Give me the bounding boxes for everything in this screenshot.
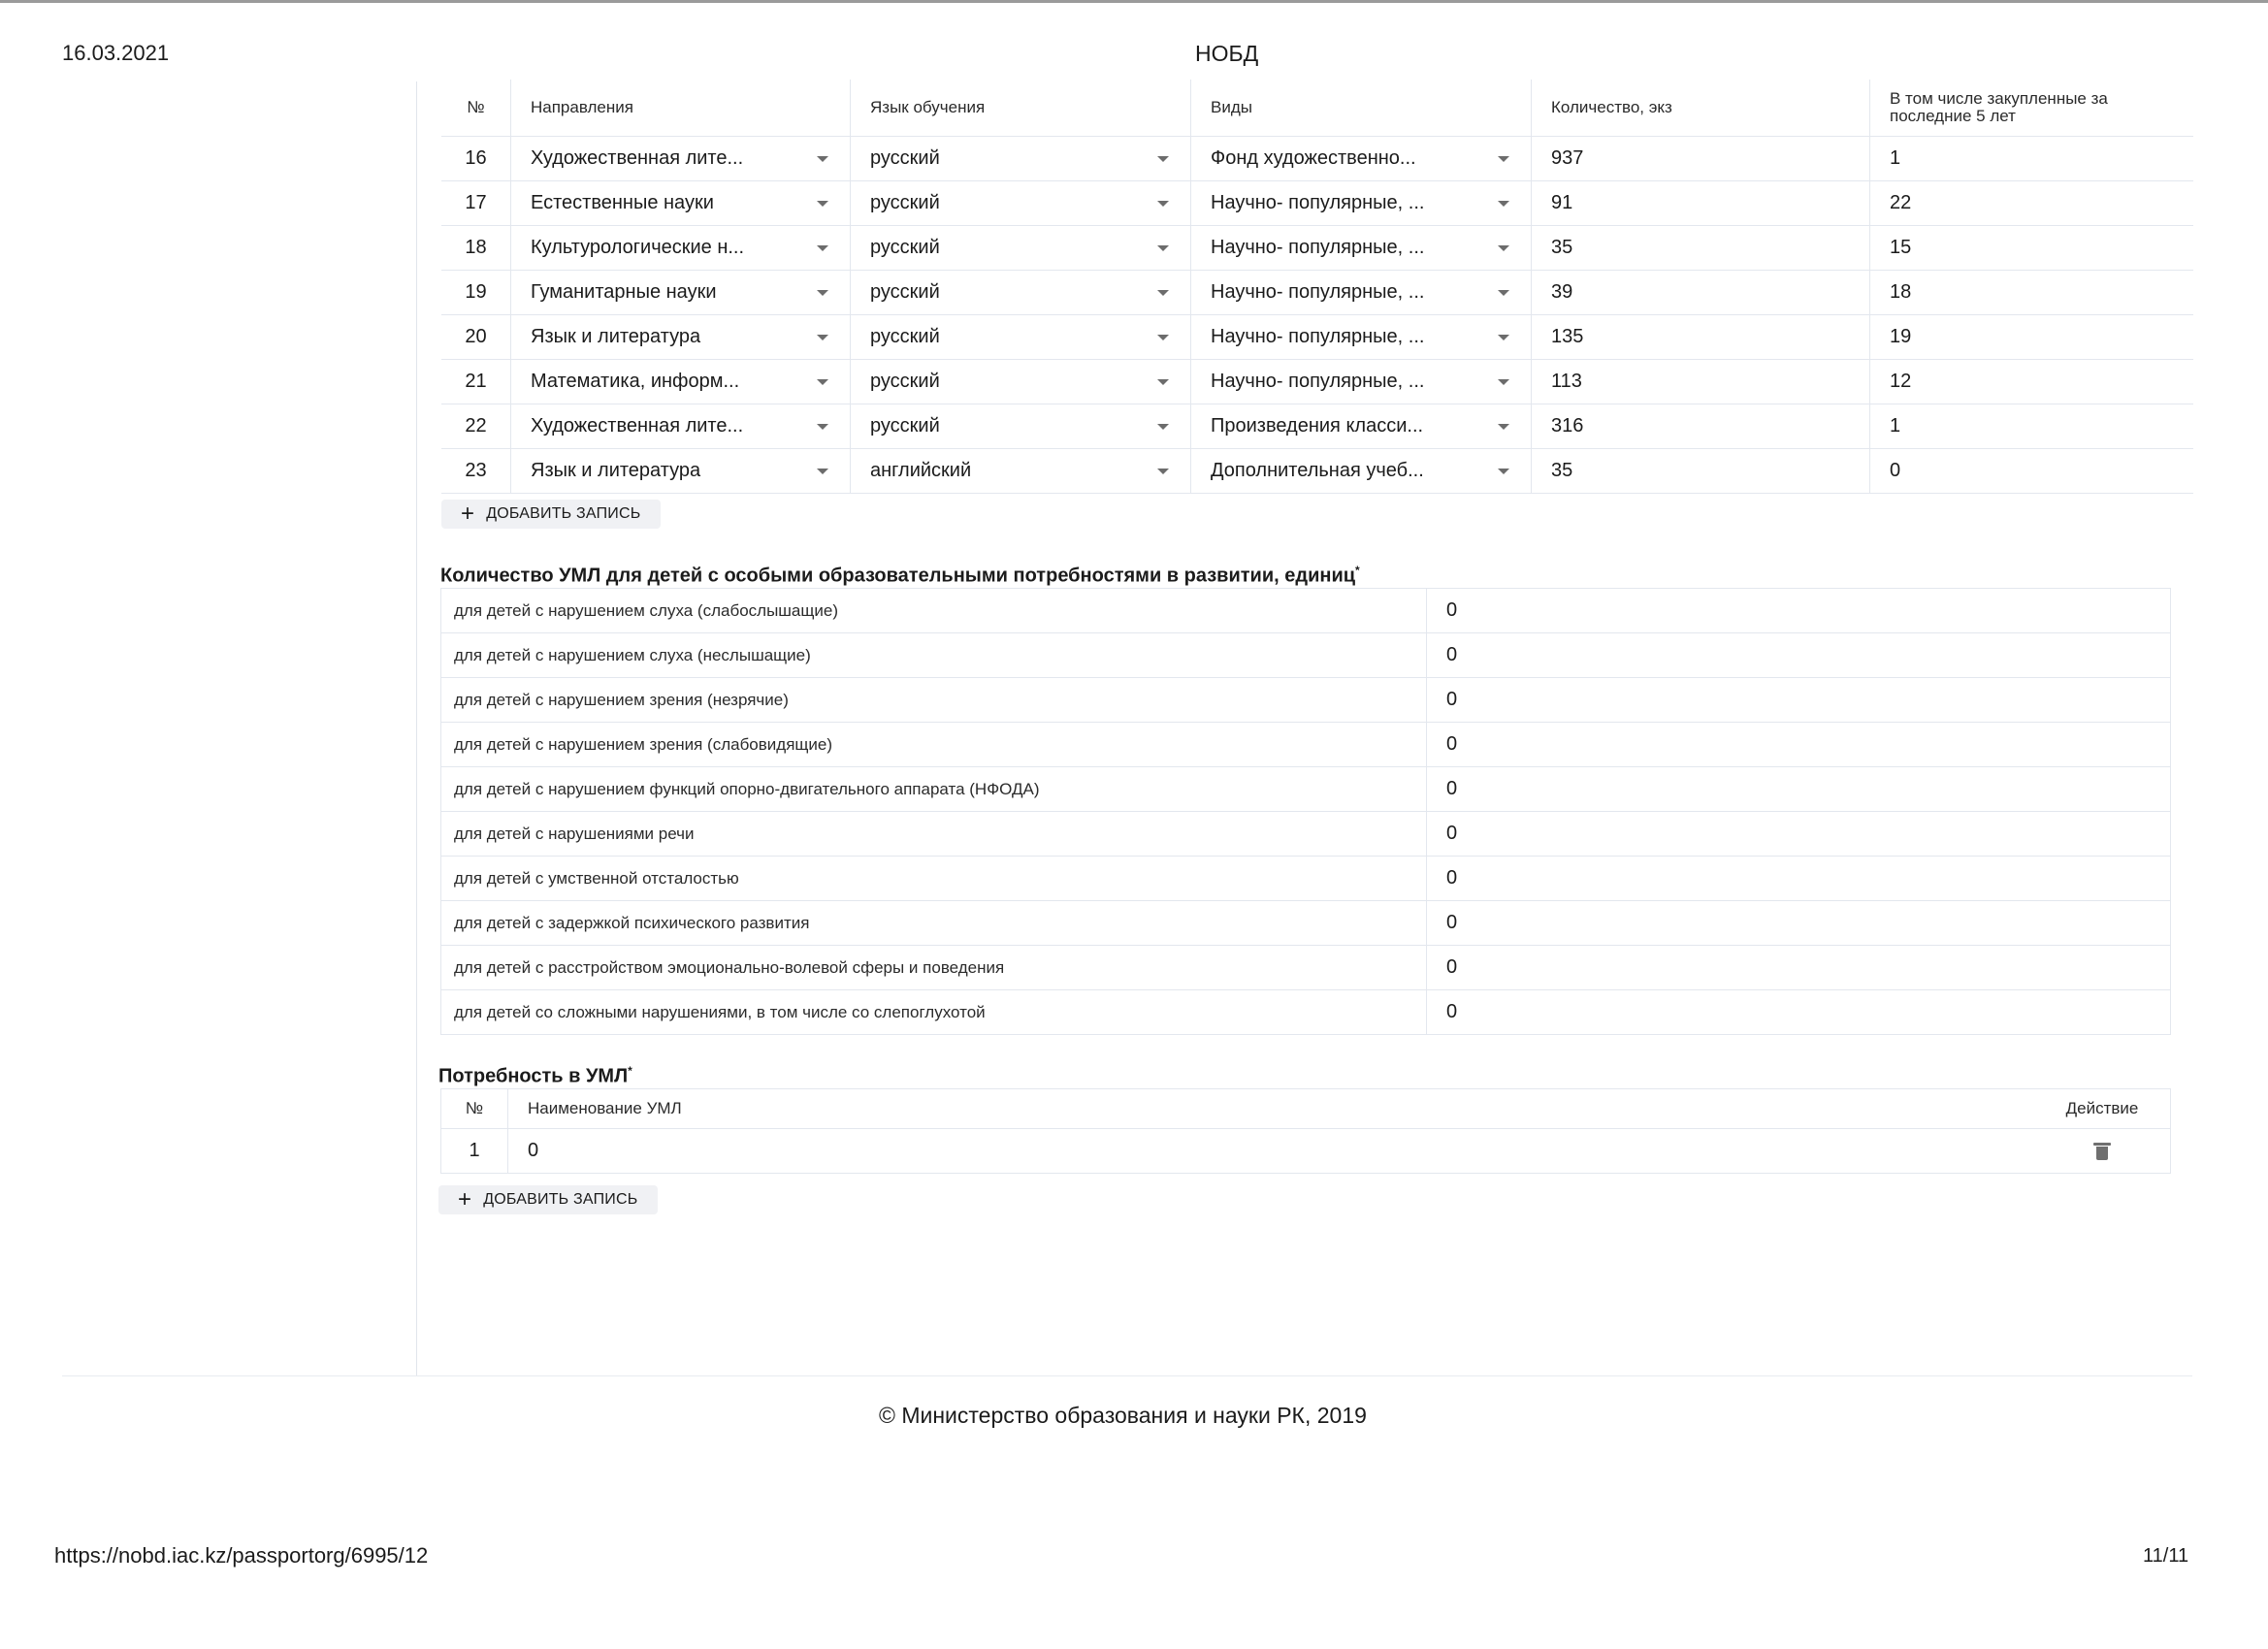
special-need-count-field[interactable]: 0 bbox=[1446, 956, 1458, 978]
quantity-cell-value: 91 bbox=[1551, 192, 1573, 213]
chevron-down-icon[interactable] bbox=[1498, 424, 1509, 430]
type-select-value: Научно- популярные, ... bbox=[1211, 281, 1425, 303]
purchased-cell bbox=[1869, 271, 2193, 314]
type-select-value: Научно- популярные, ... bbox=[1211, 237, 1425, 258]
print-date: 16.03.2021 bbox=[62, 41, 170, 65]
chevron-down-icon[interactable] bbox=[1157, 245, 1169, 251]
special-need-count-field[interactable]: 0 bbox=[1446, 733, 1458, 755]
chevron-down-icon[interactable] bbox=[1157, 290, 1169, 296]
purchased-cell bbox=[1869, 404, 2193, 448]
page-number: 11/11 bbox=[2143, 1545, 2189, 1567]
type-select[interactable] bbox=[1190, 271, 1531, 314]
special-needs-section-title bbox=[440, 564, 1360, 588]
trash-can bbox=[2096, 1147, 2108, 1160]
purchased-cell-value: 0 bbox=[1890, 460, 1901, 481]
special-need-count-field[interactable]: 0 bbox=[1446, 644, 1458, 665]
special-need-count-field[interactable]: 0 bbox=[1446, 867, 1458, 889]
direction-select-value: Математика, информ... bbox=[531, 371, 740, 392]
direction-select[interactable] bbox=[510, 271, 850, 314]
row-number bbox=[441, 315, 510, 359]
purchased-cell bbox=[1869, 449, 2193, 493]
type-select[interactable] bbox=[1190, 360, 1531, 404]
table-row bbox=[441, 137, 2193, 181]
language-select[interactable] bbox=[850, 360, 1190, 404]
list-item bbox=[441, 946, 2170, 990]
list-item bbox=[441, 857, 2170, 901]
language-select[interactable] bbox=[850, 181, 1190, 225]
need-table bbox=[440, 1088, 2171, 1174]
direction-select[interactable] bbox=[510, 181, 850, 225]
list-item bbox=[441, 633, 2170, 678]
row-number-value: 22 bbox=[465, 415, 487, 436]
special-need-count-field[interactable]: 0 bbox=[1446, 778, 1458, 799]
language-select-value: русский bbox=[870, 281, 940, 303]
quantity-cell bbox=[1531, 360, 1869, 404]
direction-select-value: Гуманитарные науки bbox=[531, 281, 717, 303]
row-number-value: 23 bbox=[465, 460, 487, 481]
chevron-down-icon[interactable] bbox=[1157, 424, 1169, 430]
special-need-count-field[interactable]: 0 bbox=[1446, 1001, 1458, 1022]
chevron-down-icon[interactable] bbox=[817, 335, 828, 340]
chevron-down-icon[interactable] bbox=[1157, 156, 1169, 162]
type-select[interactable] bbox=[1190, 315, 1531, 359]
language-select[interactable] bbox=[850, 449, 1190, 493]
quantity-cell bbox=[1531, 449, 1869, 493]
type-select-value: Научно- популярные, ... bbox=[1211, 326, 1425, 347]
table-header-row bbox=[441, 80, 2193, 137]
special-needs-title-text: Количество УМЛ для детей с особыми образовательными потребностями в развитии, единиц bbox=[440, 565, 1356, 587]
add-need-record-button[interactable] bbox=[438, 1185, 658, 1214]
type-select[interactable] bbox=[1190, 226, 1531, 270]
table-row bbox=[441, 404, 2193, 449]
plus-icon: + bbox=[458, 1186, 472, 1212]
chevron-down-icon[interactable] bbox=[1157, 379, 1169, 385]
language-select-value: русский bbox=[870, 237, 940, 258]
direction-select[interactable] bbox=[510, 226, 850, 270]
purchased-cell bbox=[1869, 181, 2193, 225]
chevron-down-icon[interactable] bbox=[817, 424, 828, 430]
add-record-label: ДОБАВИТЬ ЗАПИСЬ bbox=[483, 1191, 638, 1208]
special-need-count-field[interactable]: 0 bbox=[1446, 823, 1458, 844]
quantity-cell-value: 113 bbox=[1551, 371, 1582, 392]
plus-icon: + bbox=[461, 501, 475, 527]
quantity-cell-value: 937 bbox=[1551, 147, 1584, 169]
direction-select[interactable] bbox=[510, 360, 850, 404]
purchased-cell bbox=[1869, 360, 2193, 404]
chevron-down-icon[interactable] bbox=[817, 379, 828, 385]
need-action-cell bbox=[2034, 1129, 2170, 1173]
quantity-cell-value: 35 bbox=[1551, 460, 1573, 481]
direction-select[interactable] bbox=[510, 404, 850, 448]
add-record-label: ДОБАВИТЬ ЗАПИСЬ bbox=[486, 505, 641, 522]
copyright: © Министерство образования и науки РК, 2019 bbox=[879, 1403, 1367, 1428]
direction-select-value: Культурологические н... bbox=[531, 237, 745, 258]
chevron-down-icon[interactable] bbox=[1498, 201, 1509, 207]
list-item bbox=[441, 901, 2170, 946]
need-section-title bbox=[438, 1064, 632, 1088]
purchased-cell bbox=[1869, 315, 2193, 359]
need-row-number: 1 bbox=[441, 1129, 508, 1173]
language-select-value: русский bbox=[870, 326, 940, 347]
purchased-cell-value: 18 bbox=[1890, 281, 1912, 303]
chevron-down-icon[interactable] bbox=[1157, 201, 1169, 207]
chevron-down-icon[interactable] bbox=[1498, 379, 1509, 385]
special-need-label: для детей с нарушением зрения (слабовидящие) bbox=[441, 723, 1427, 766]
language-select-value: русский bbox=[870, 147, 940, 169]
print-url: https://nobd.iac.kz/passportorg/6995/12 bbox=[54, 1543, 429, 1568]
row-number-value: 18 bbox=[465, 237, 487, 258]
list-item bbox=[441, 678, 2170, 723]
print-title: НОБД bbox=[1195, 41, 1259, 66]
add-record-button[interactable] bbox=[441, 500, 661, 529]
purchased-cell bbox=[1869, 137, 2193, 180]
quantity-cell bbox=[1531, 226, 1869, 270]
direction-select-value: Язык и литература bbox=[531, 326, 701, 347]
special-need-label: для детей с нарушением функций опорно-двигательного аппарата (НФОДА) bbox=[441, 767, 1427, 811]
purchased-cell-value: 15 bbox=[1890, 237, 1912, 258]
list-item bbox=[441, 990, 2170, 1035]
required-mark: * bbox=[1355, 564, 1360, 577]
language-select[interactable] bbox=[850, 404, 1190, 448]
sidebar-divider bbox=[416, 81, 417, 1375]
table-row bbox=[441, 181, 2193, 226]
need-header-row bbox=[441, 1089, 2170, 1129]
type-select-value: Научно- популярные, ... bbox=[1211, 192, 1425, 213]
quantity-cell bbox=[1531, 181, 1869, 225]
need-col-number: № bbox=[441, 1089, 508, 1128]
type-select[interactable] bbox=[1190, 181, 1531, 225]
quantity-cell-value: 316 bbox=[1551, 415, 1584, 436]
row-number-value: 20 bbox=[465, 326, 487, 347]
table-row bbox=[441, 360, 2193, 404]
quantity-cell bbox=[1531, 137, 1869, 180]
type-select[interactable] bbox=[1190, 137, 1531, 180]
need-title-text: Потребность в УМЛ bbox=[438, 1065, 629, 1087]
direction-select-value: Естественные науки bbox=[531, 192, 714, 213]
type-select[interactable] bbox=[1190, 449, 1531, 493]
purchased-cell-value: 22 bbox=[1890, 192, 1912, 213]
type-select-value: Научно- популярные, ... bbox=[1211, 371, 1425, 392]
row-number bbox=[441, 181, 510, 225]
direction-select-value: Язык и литература bbox=[531, 460, 701, 481]
type-select-value: Произведения класси... bbox=[1211, 415, 1424, 436]
row-number bbox=[441, 226, 510, 270]
table-row bbox=[441, 1129, 2170, 1174]
chevron-down-icon[interactable] bbox=[1157, 335, 1169, 340]
row-number-value: 19 bbox=[465, 281, 487, 303]
col-header-direction: Направления bbox=[510, 80, 850, 136]
purchased-cell-value: 1 bbox=[1890, 415, 1901, 436]
quantity-cell-value: 135 bbox=[1551, 326, 1584, 347]
direction-select[interactable] bbox=[510, 137, 850, 180]
special-needs-table bbox=[440, 588, 2171, 1035]
row-number-value: 21 bbox=[465, 371, 487, 392]
col-header-purchased-5-years: В том числе закупленные за последние 5 лет bbox=[1869, 80, 2193, 136]
row-number-value: 17 bbox=[465, 192, 487, 213]
chevron-down-icon[interactable] bbox=[817, 245, 828, 251]
list-item bbox=[441, 723, 2170, 767]
need-name-field[interactable]: 0 bbox=[528, 1140, 539, 1161]
chevron-down-icon[interactable] bbox=[817, 290, 828, 296]
need-col-action: Действие bbox=[2065, 1099, 2139, 1117]
chevron-down-icon[interactable] bbox=[1498, 290, 1509, 296]
special-need-label: для детей с нарушением слуха (слабослышащие) bbox=[441, 589, 1427, 632]
required-mark: * bbox=[628, 1064, 632, 1078]
purchased-cell-value: 12 bbox=[1890, 371, 1912, 392]
trash-lid bbox=[2093, 1143, 2111, 1146]
direction-select[interactable] bbox=[510, 449, 850, 493]
direction-select-value: Художественная лите... bbox=[531, 415, 744, 436]
col-header-type: Виды bbox=[1190, 80, 1531, 136]
table-row bbox=[441, 271, 2193, 315]
table-row bbox=[441, 315, 2193, 360]
language-select[interactable] bbox=[850, 226, 1190, 270]
col-header-number: № bbox=[467, 98, 485, 116]
quantity-cell-value: 39 bbox=[1551, 281, 1573, 303]
row-number bbox=[441, 360, 510, 404]
special-need-label: для детей со сложными нарушениями, в том числе со слепоглухотой bbox=[441, 990, 1427, 1034]
row-number-value: 16 bbox=[465, 147, 487, 169]
quantity-cell bbox=[1531, 315, 1869, 359]
direction-select[interactable] bbox=[510, 315, 850, 359]
row-number bbox=[441, 449, 510, 493]
col-header-quantity: Количество, экз bbox=[1531, 80, 1869, 136]
quantity-cell bbox=[1531, 271, 1869, 314]
col-header-language: Язык обучения bbox=[850, 80, 1190, 136]
quantity-cell bbox=[1531, 404, 1869, 448]
language-select[interactable] bbox=[850, 315, 1190, 359]
quantity-cell-value: 35 bbox=[1551, 237, 1573, 258]
special-need-count-field[interactable]: 0 bbox=[1446, 689, 1458, 710]
language-select-value: русский bbox=[870, 371, 940, 392]
special-need-label: для детей с нарушениями речи bbox=[441, 812, 1427, 856]
language-select-value: английский bbox=[870, 460, 972, 481]
special-need-label: для детей с нарушением зрения (незрячие) bbox=[441, 678, 1427, 722]
row-number bbox=[441, 404, 510, 448]
special-need-label: для детей с умственной отсталостью bbox=[441, 857, 1427, 900]
row-number bbox=[441, 137, 510, 180]
language-select-value: русский bbox=[870, 415, 940, 436]
type-select-value: Дополнительная учеб... bbox=[1211, 460, 1424, 481]
language-select[interactable] bbox=[850, 271, 1190, 314]
chevron-down-icon[interactable] bbox=[817, 156, 828, 162]
purchased-cell-value: 1 bbox=[1890, 147, 1901, 169]
list-item bbox=[441, 589, 2170, 633]
purchased-cell-value: 19 bbox=[1890, 326, 1912, 347]
type-select-value: Фонд художественно... bbox=[1211, 147, 1416, 169]
purchased-cell bbox=[1869, 226, 2193, 270]
chevron-down-icon[interactable] bbox=[817, 201, 828, 207]
chevron-down-icon[interactable] bbox=[1498, 156, 1509, 162]
row-number bbox=[441, 271, 510, 314]
scan-top-edge bbox=[0, 0, 2268, 3]
language-select-value: русский bbox=[870, 192, 940, 213]
list-item bbox=[441, 812, 2170, 857]
special-need-label: для детей с задержкой психического развития bbox=[441, 901, 1427, 945]
special-need-count-field[interactable]: 0 bbox=[1446, 912, 1458, 933]
footer-divider bbox=[62, 1375, 2192, 1376]
table-row bbox=[441, 226, 2193, 271]
need-col-name: Наименование УМЛ bbox=[528, 1099, 682, 1117]
table-row bbox=[441, 449, 2193, 494]
type-select[interactable] bbox=[1190, 404, 1531, 448]
special-need-label: для детей с расстройством эмоционально-волевой сферы и поведения bbox=[441, 946, 1427, 989]
list-item bbox=[441, 767, 2170, 812]
chevron-down-icon[interactable] bbox=[1157, 469, 1169, 474]
language-select[interactable] bbox=[850, 137, 1190, 180]
special-need-label: для детей с нарушением слуха (неслышащие) bbox=[441, 633, 1427, 677]
chevron-down-icon[interactable] bbox=[817, 469, 828, 474]
trash-icon[interactable] bbox=[2095, 1143, 2109, 1160]
chevron-down-icon[interactable] bbox=[1498, 469, 1509, 474]
special-need-count-field[interactable]: 0 bbox=[1446, 599, 1458, 621]
library-fund-table bbox=[441, 80, 2193, 494]
chevron-down-icon[interactable] bbox=[1498, 245, 1509, 251]
direction-select-value: Художественная лите... bbox=[531, 147, 744, 169]
chevron-down-icon[interactable] bbox=[1498, 335, 1509, 340]
